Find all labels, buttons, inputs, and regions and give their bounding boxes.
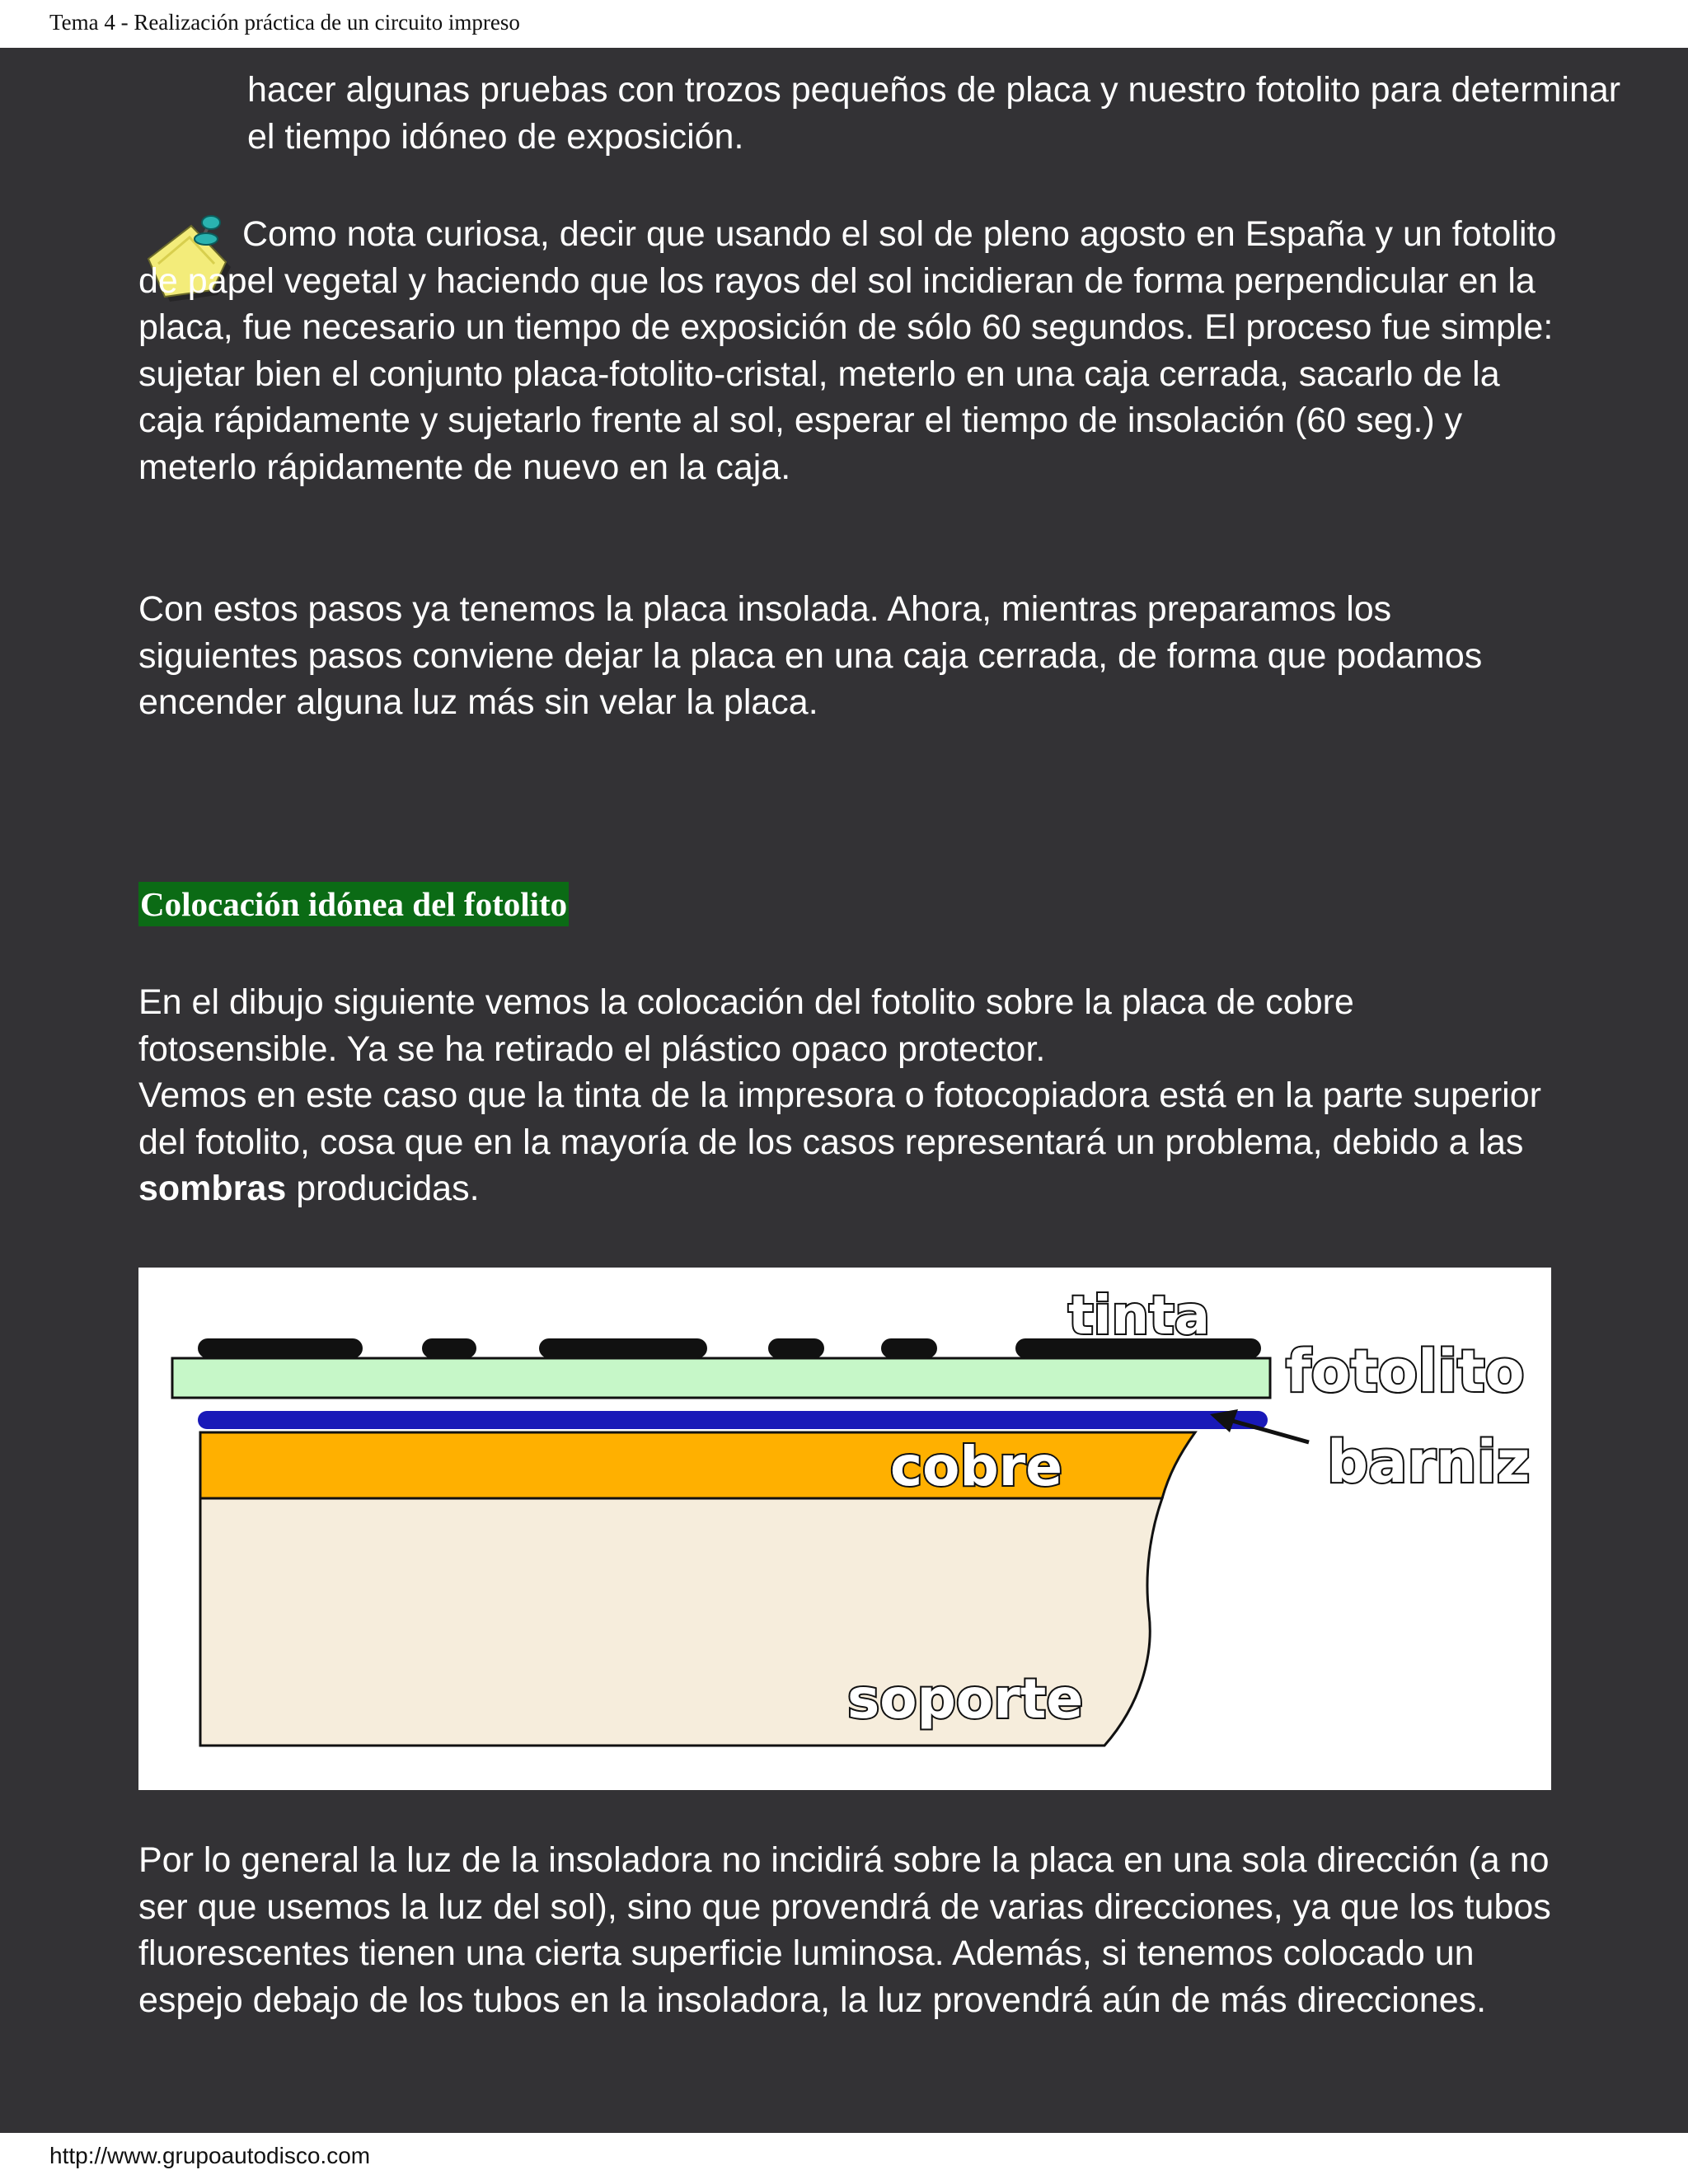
placement-text-2: Vemos en este caso que la tinta de la impresora o fotocopiadora está en la parte superior del fotolito, cosa que en la mayoría de los casos representará un problema, debido a las [138, 1076, 1541, 1162]
label-cobre: cobre [890, 1435, 1063, 1498]
placement-text-1: En el dibujo siguiente vemos la colocación del fotolito sobre la placa de cobre fotosensible. Ya se ha retirado el plástico opaco protector. [138, 982, 1354, 1069]
fotolito-placement-diagram [138, 1268, 1551, 1790]
barniz-layer [198, 1411, 1268, 1429]
section-heading: Colocación idónea del fotolito [138, 882, 569, 926]
tinta-mark [881, 1338, 937, 1358]
barniz-arrow [1226, 1419, 1309, 1442]
paragraph-insolated-plate: Con estos pasos ya tenemos la placa insolada. Ahora, mientras preparamos los siguientes pasos conviene dejar la placa en una caja cerrada, de forma que podamos encender alguna luz más sin velar la placa. [138, 589, 1483, 722]
page-header-title: Tema 4 - Realización práctica de un circuito impreso [49, 10, 520, 35]
placement-text-3: producidas. [296, 1169, 480, 1208]
paragraph-curious-note-text: Como nota curiosa, decir que usando el sol de pleno agosto en España y un fotolito de papel vegetal y haciendo que los rayos del sol incidieran de forma perpendicular en la placa, fue necesario un tiempo de exposición de sólo 60 segundos. El proceso fue simple: sujetar bien el conjunto placa-fotolito-cristal, meterlo en una caja cerrada, sacarlo de la caja rápidamente y sujetarlo frente al sol, esperar el tiempo de insolación (60 seg.) y meterlo rápidamente de nuevo en la caja. [138, 214, 1557, 487]
label-soporte: soporte [847, 1667, 1084, 1731]
tinta-mark [422, 1338, 476, 1358]
footer-url[interactable]: http://www.grupoautodisco.com [49, 2143, 371, 2168]
page-header [0, 0, 1688, 48]
paragraph-light-directions: Por lo general la luz de la insoladora no incidirá sobre la placa en una sola dirección (a no ser que usemos la luz del sol), sino que provendrá de varias direcciones, ya que los tubos fluorescentes tienen una cierta superficie luminosa. Además, si tenemos colocado un espejo debajo de los tubos en la insoladora, la luz provendrá aún de más direcciones. [138, 1840, 1551, 2020]
fotolito-layer [172, 1358, 1270, 1398]
page-footer [0, 2133, 1688, 2184]
paragraph-fotolito-placement [138, 979, 1558, 1212]
paragraph-curious-note [138, 211, 1558, 490]
tinta-mark [198, 1338, 363, 1358]
label-tinta: tinta [1068, 1286, 1210, 1347]
diagram-svg [138, 1268, 1551, 1790]
label-barniz: barniz [1327, 1428, 1531, 1496]
document-content [0, 48, 1688, 2133]
tinta-mark [539, 1338, 707, 1358]
tinta-mark [768, 1338, 824, 1358]
label-fotolito: fotolito [1286, 1338, 1525, 1405]
bold-word-sombras: sombras [138, 1169, 287, 1208]
paragraph-exposure-tests: hacer algunas pruebas con trozos pequeños de placa y nuestro fotolito para determinar el tiempo idóneo de exposición. [247, 70, 1621, 157]
